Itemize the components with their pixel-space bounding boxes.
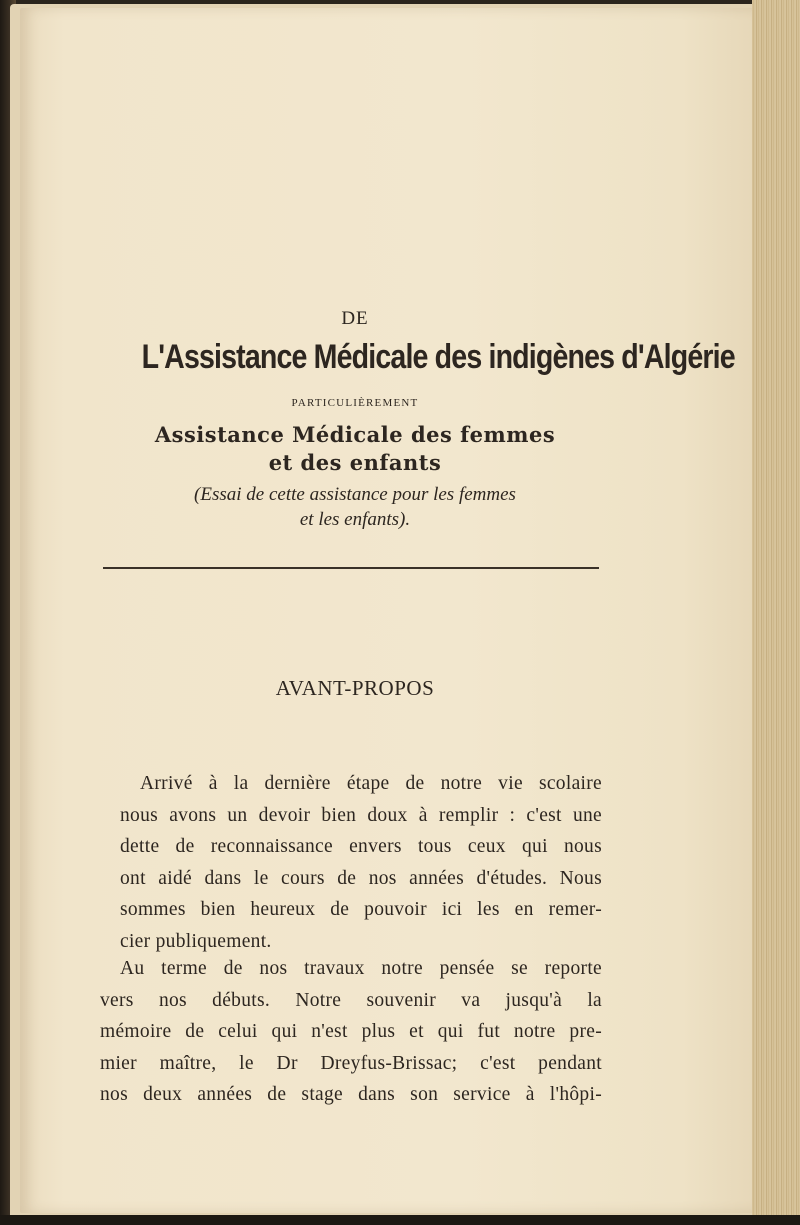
paragraph-1: [100, 768, 602, 957]
main-title: L'Assistance Médicale des indigènes d'Algérie: [141, 338, 735, 376]
subtitle-line-1: Assistance Médicale des femmes: [154, 422, 556, 447]
heading-de: DE: [341, 308, 369, 329]
section-title: AVANT-PROPOS: [275, 676, 435, 700]
paragraph-2-line: vers nos débuts. Notre souvenir va jusqu'à la: [100, 989, 602, 1011]
paragraph-1-line: sommes bien heureux de pouvoir ici les en remer-: [120, 899, 602, 920]
paragraph-1-line: Arrivé à la dernière étape de notre vie scolaire: [140, 773, 602, 794]
page-stack: [752, 0, 800, 1225]
horizontal-rule: [103, 567, 599, 569]
heading-particulierement: PARTICULIÈREMENT: [291, 397, 419, 409]
paragraph-1-line: ont aidé dans le cours de nos années d'études. Nous: [120, 867, 602, 889]
paragraph-1-line: cier publiquement.: [120, 930, 272, 952]
paragraph-2: [100, 953, 602, 1111]
subtitle-line-2: et des enfants: [268, 450, 442, 475]
paragraph-2-line: mémoire de celui qui n'est plus et qui fut notre pre-: [100, 1021, 602, 1042]
essai-line-2: et les enfants).: [299, 509, 411, 530]
bottom-shadow: [0, 1215, 800, 1225]
paragraph-1-line: nous avons un devoir bien doux à remplir : c'est une: [120, 804, 602, 826]
paragraph-1-line: dette de reconnaissance envers tous ceux qui nous: [120, 836, 602, 857]
paragraph-2-line: mier maître, le Dr Dreyfus-Brissac; c'est pendant: [100, 1052, 602, 1074]
paragraph-2-line: Au terme de nos travaux notre pensée se reporte: [120, 958, 602, 979]
essai-line-1: (Essai de cette assistance pour les femmes: [194, 484, 516, 505]
paragraph-2-line: nos deux années de stage dans son service à l'hôpi-: [100, 1084, 602, 1105]
